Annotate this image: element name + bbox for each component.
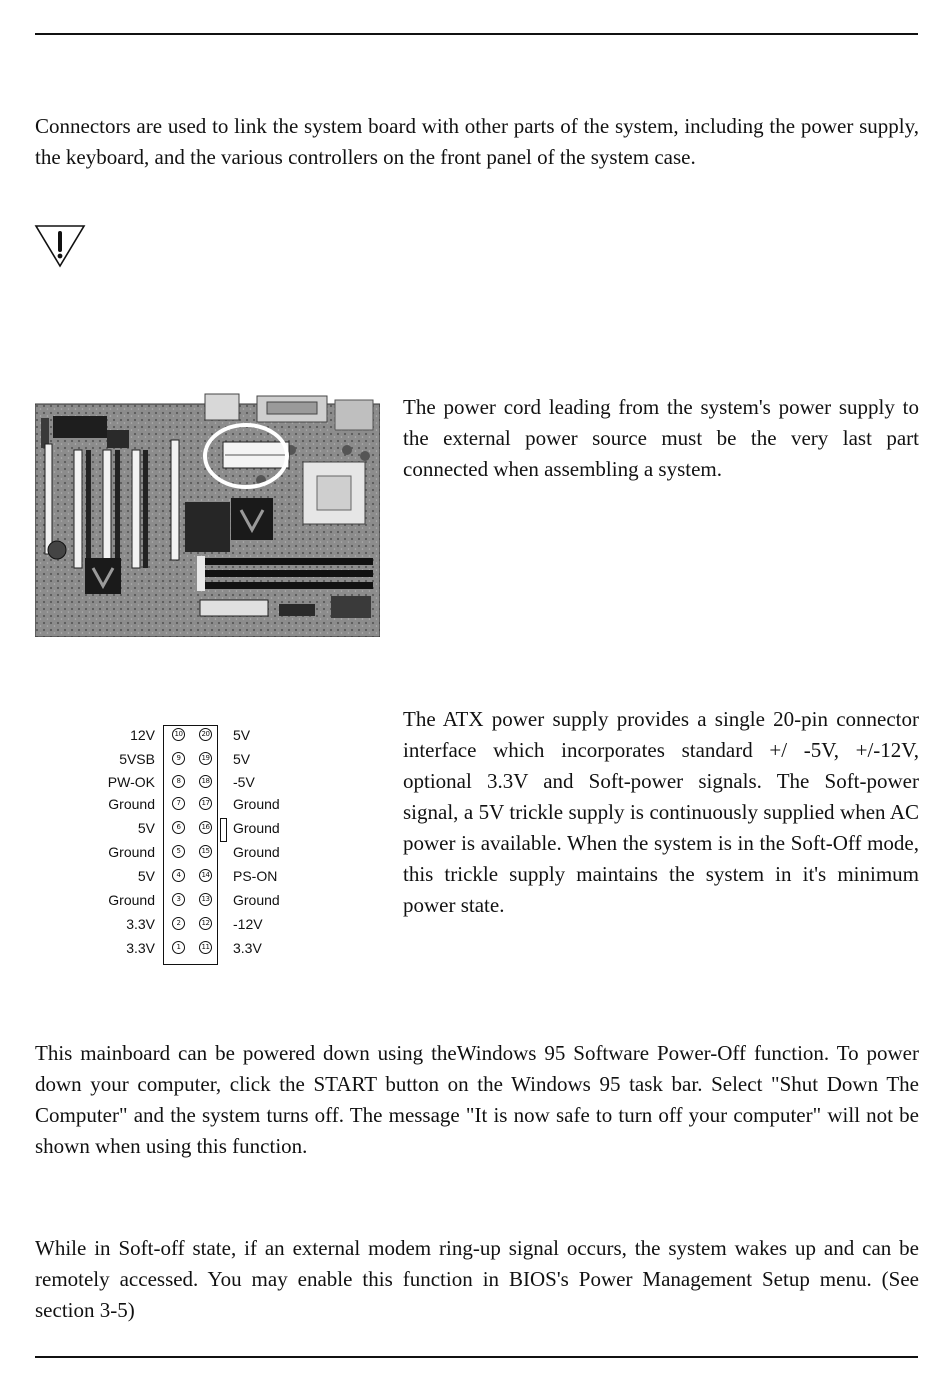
pin-left-label: 5V (137, 868, 155, 884)
pin-left-label: PW-OK (107, 774, 155, 790)
ring-wakeup-paragraph: While in Soft-off state, if an external modem ring-up signal occurs, the system wakes up and can be remotely accessed. You may enable this function in BIOS's Power Management Setup menu. (See section 3-5) (35, 1236, 919, 1322)
mainboard-photo (35, 390, 380, 637)
pin-row (90, 913, 310, 937)
pin-number: 7 (172, 797, 185, 810)
pin-row (90, 793, 310, 817)
pin-right-label: Ground (233, 796, 280, 812)
atx-connector-pinout (90, 715, 310, 973)
pin-right-label: 3.3V (233, 940, 262, 956)
pin-left-label: 5V (137, 820, 155, 836)
pin-number: 19 (199, 752, 212, 765)
top-rule (35, 33, 918, 35)
pin-number: 9 (172, 752, 185, 765)
pin-left-label: Ground (108, 844, 155, 860)
pin-right-label: PS-ON (233, 868, 278, 884)
pin-left-label: Ground (108, 892, 155, 908)
pin-right-label: -12V (233, 916, 263, 932)
pin-row (90, 748, 310, 772)
pin-right-label: 5V (233, 751, 251, 767)
pin-number: 1 (172, 941, 185, 954)
pin-left-label: Ground (108, 796, 155, 812)
pin-number: 11 (199, 941, 212, 954)
pin-number: 16 (199, 821, 212, 834)
pin-right-label: Ground (233, 820, 280, 836)
pin-row (90, 724, 310, 748)
bottom-rule (35, 1356, 918, 1358)
pin-number: 18 (199, 775, 212, 788)
pin-row (90, 865, 310, 889)
intro-paragraph: Connectors are used to link the system board with other parts of the system, including the power supply, the keyboard, and the various controllers on the front panel of the system case. (35, 114, 919, 169)
pin-number: 6 (172, 821, 185, 834)
pin-left-label: 3.3V (126, 940, 155, 956)
pin-left-label: 12V (130, 727, 155, 743)
pin-number: 12 (199, 917, 212, 930)
pin-row (90, 817, 310, 841)
pin-number: 10 (172, 728, 185, 741)
pin-number: 13 (199, 893, 212, 906)
pin-row (90, 841, 310, 865)
pin-left-label: 5VSB (119, 751, 155, 767)
pin-number: 14 (199, 869, 212, 882)
pin-number: 20 (199, 728, 212, 741)
pin-left-label: 3.3V (126, 916, 155, 932)
pin-number: 5 (172, 845, 185, 858)
pin-right-label: 5V (233, 727, 251, 743)
pin-number: 4 (172, 869, 185, 882)
pin-number: 8 (172, 775, 185, 788)
pin-right-label: Ground (233, 844, 280, 860)
pin-right-label: -5V (233, 774, 255, 790)
atx-description: The ATX power supply provides a single 20-pin connector interface which incorporates standard +/ -5V, +/-12V, optional 3.3V and Soft-power signals. The Soft-power signal, a 5V trickle supply is continuously supplied when AC power is available. When the system is in the Soft-Off mode, this trickle supply maintains the system in it's minimum power state. (403, 707, 919, 917)
pin-row (90, 771, 310, 795)
warning-icon (34, 222, 86, 268)
power-cord-note: The power cord leading from the system's power supply to the external power source must be the very last part connected when assembling a system. (403, 395, 919, 481)
pin-number: 17 (199, 797, 212, 810)
soft-off-paragraph: This mainboard can be powered down using theWindows 95 Software Power-Off function. To power down your computer, click the START button on the Windows 95 task bar. Select "Shut Down The Computer" and the system turns off. The message "It is now safe to turn off your computer" will not be shown when using this function. (35, 1041, 919, 1158)
pin-right-label: Ground (233, 892, 280, 908)
pin-number: 2 (172, 917, 185, 930)
pin-row (90, 889, 310, 913)
pin-number: 3 (172, 893, 185, 906)
pin-row (90, 937, 310, 961)
pin-number: 15 (199, 845, 212, 858)
